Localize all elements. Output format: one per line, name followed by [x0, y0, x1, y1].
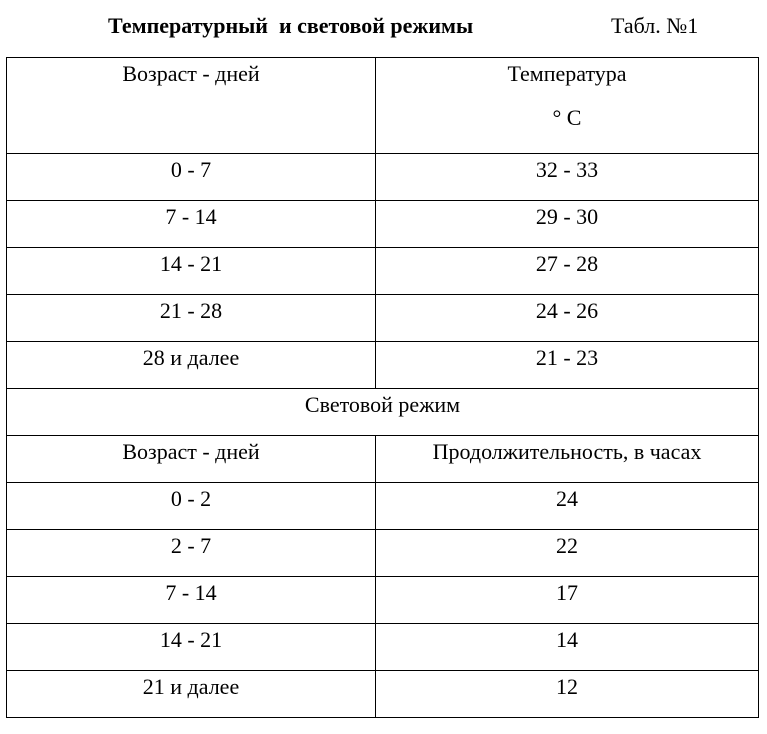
table-row — [7, 671, 759, 718]
light-age-cell: 7 - 14 — [7, 577, 376, 624]
table-row — [7, 201, 759, 248]
document-title: Температурный и световой режимы — [108, 13, 474, 38]
light-age-header: Возраст - дней — [7, 436, 376, 483]
temperature-age-cell: 0 - 7 — [7, 154, 376, 201]
table-row — [7, 248, 759, 295]
temperature-value-cell: 32 - 33 — [376, 154, 759, 201]
temperature-value-header — [376, 58, 759, 154]
light-duration-header: Продолжительность, в часах — [376, 436, 759, 483]
temperature-header-row — [7, 58, 759, 154]
light-age-cell: 21 и далее — [7, 671, 376, 718]
temperature-value-cell: 29 - 30 — [376, 201, 759, 248]
light-section-row — [7, 389, 759, 436]
light-header-row — [7, 436, 759, 483]
temperature-header-label: Температура — [507, 61, 627, 86]
temperature-age-cell: 28 и далее — [7, 342, 376, 389]
temperature-age-cell: 7 - 14 — [7, 201, 376, 248]
temperature-age-cell: 14 - 21 — [7, 248, 376, 295]
table-row — [7, 342, 759, 389]
temperature-value-cell: 21 - 23 — [376, 342, 759, 389]
temperature-unit-label: ° С — [552, 105, 582, 130]
light-age-cell: 2 - 7 — [7, 530, 376, 577]
table-row — [7, 295, 759, 342]
regime-table — [6, 57, 759, 718]
temperature-value-cell: 24 - 26 — [376, 295, 759, 342]
temperature-age-cell: 21 - 28 — [7, 295, 376, 342]
table-row — [7, 577, 759, 624]
light-value-cell: 12 — [376, 671, 759, 718]
table-number: Табл. №1 — [611, 13, 699, 38]
temperature-value-cell: 27 - 28 — [376, 248, 759, 295]
light-age-cell: 14 - 21 — [7, 624, 376, 671]
table-row — [7, 154, 759, 201]
light-value-cell: 14 — [376, 624, 759, 671]
table-row — [7, 530, 759, 577]
light-value-cell: 22 — [376, 530, 759, 577]
table-row — [7, 483, 759, 530]
light-value-cell: 24 — [376, 483, 759, 530]
temperature-age-header: Возраст - дней — [7, 58, 376, 154]
light-age-cell: 0 - 2 — [7, 483, 376, 530]
table-row — [7, 624, 759, 671]
light-value-cell: 17 — [376, 577, 759, 624]
light-section-title: Световой режим — [7, 389, 759, 436]
